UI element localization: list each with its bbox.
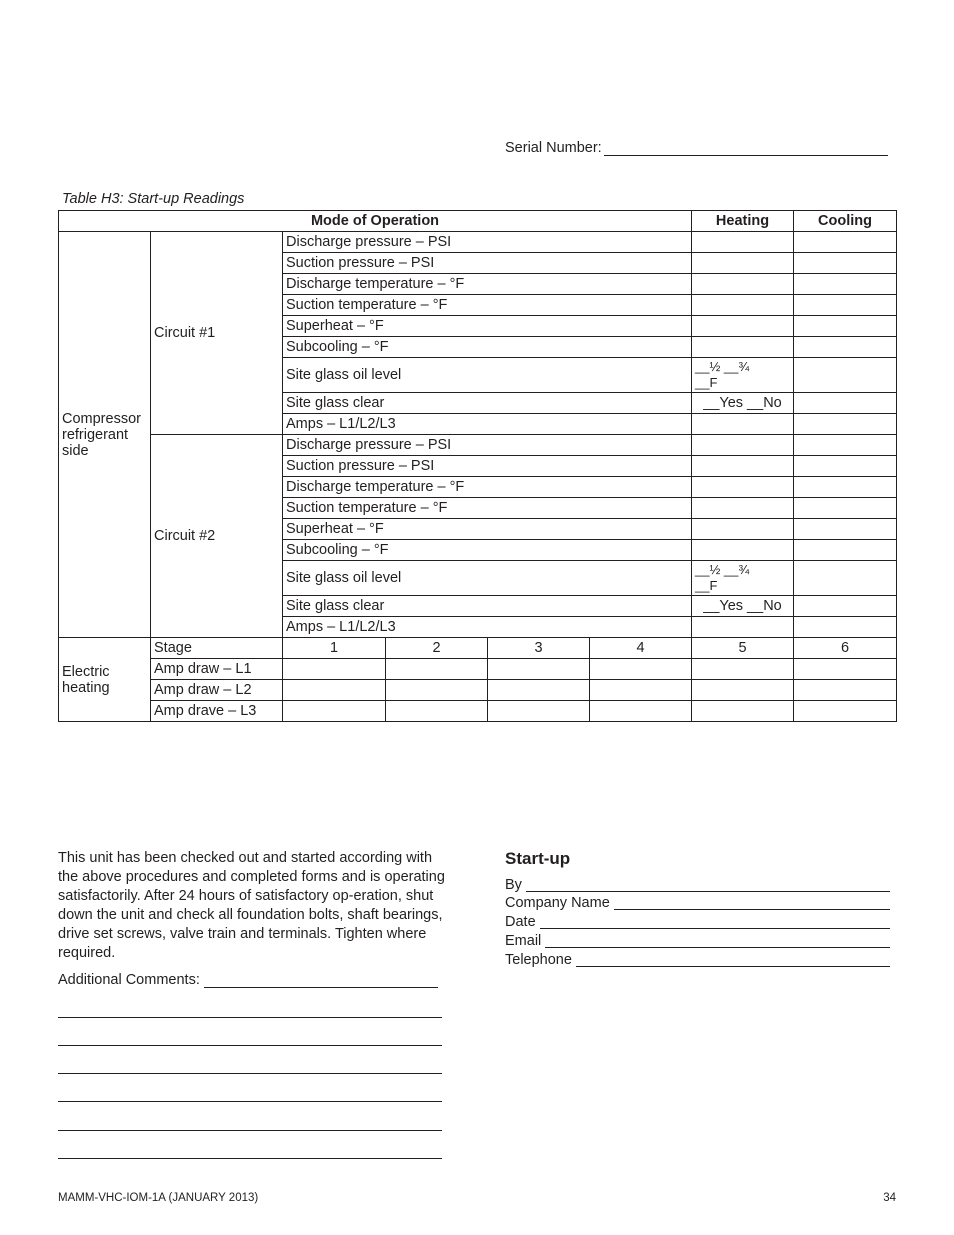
amp-cell[interactable] [794,659,897,680]
glass-clear-options[interactable]: __Yes __No [692,393,794,414]
header-heating: Heating [692,211,794,232]
amp-cell[interactable] [488,701,590,722]
stage-number: 4 [590,638,692,659]
table-row [59,659,897,680]
table-row [59,680,897,701]
header-mode-of-operation: Mode of Operation [59,211,692,232]
stage-label: Stage [151,638,283,659]
comment-line[interactable] [58,1158,442,1159]
stage-number: 3 [488,638,590,659]
comment-line[interactable] [58,1073,442,1074]
heating-cell[interactable] [692,477,794,498]
cooling-cell[interactable] [794,540,897,561]
table-row [59,232,897,253]
cooling-cell[interactable] [794,435,897,456]
reading-label: Suction pressure – PSI [283,253,692,274]
stage-number: 1 [283,638,386,659]
amp-cell[interactable] [794,680,897,701]
field-label: Email [505,933,542,949]
field-line[interactable] [576,951,890,967]
cooling-cell[interactable] [794,519,897,540]
amp-cell[interactable] [692,701,794,722]
cooling-cell[interactable] [794,393,897,414]
cooling-cell[interactable] [794,477,897,498]
amp-draw-label: Amp draw – L2 [151,680,283,701]
email-field[interactable] [505,932,890,951]
reading-label: Superheat – °F [283,316,692,337]
cooling-cell[interactable] [794,456,897,477]
reading-label: Site glass oil level [283,358,692,393]
circuit-2-label: Circuit #2 [151,435,283,638]
reading-label: Suction temperature – °F [283,295,692,316]
amp-cell[interactable] [488,680,590,701]
table-row [59,435,897,456]
cooling-cell[interactable] [794,498,897,519]
electric-heating-label: Electric heating [59,638,151,722]
amp-draw-label: Amp drave – L3 [151,701,283,722]
reading-label: Subcooling – °F [283,337,692,358]
checkout-paragraph: This unit has been checked out and started according with the above procedures and completed forms and is operating satisfactorily. After 24 hours of satisfactory op-eration, shut down the unit and check all foundation bolts, shaft bearings, drive set screws, valve train and terminals. Tighten where required. [58,850,445,961]
cooling-cell[interactable] [794,617,897,638]
reading-label: Superheat – °F [283,519,692,540]
serial-number-line[interactable] [604,139,888,156]
startup-readings-table [58,210,897,722]
comment-line[interactable] [58,1101,442,1102]
field-line[interactable] [540,913,890,929]
reading-label: Suction temperature – °F [283,498,692,519]
amp-cell[interactable] [590,659,692,680]
heating-cell[interactable] [692,232,794,253]
amp-cell[interactable] [386,680,488,701]
cooling-cell[interactable] [794,232,897,253]
reading-label: Discharge temperature – °F [283,274,692,295]
reading-label: Amps – L1/L2/L3 [283,617,692,638]
amp-cell[interactable] [692,680,794,701]
heating-cell[interactable] [692,316,794,337]
amp-cell[interactable] [590,680,692,701]
date-field[interactable] [505,913,890,932]
field-line[interactable] [526,876,890,892]
heating-cell[interactable] [692,540,794,561]
reading-label: Subcooling – °F [283,540,692,561]
amp-cell[interactable] [692,659,794,680]
field-label: Company Name [505,895,610,911]
heating-cell[interactable] [692,274,794,295]
amp-cell[interactable] [283,680,386,701]
field-label: By [505,877,522,893]
amp-cell[interactable] [283,701,386,722]
additional-comments-label: Additional Comments: [58,972,200,988]
reading-label: Discharge pressure – PSI [283,232,692,253]
cooling-cell[interactable] [794,253,897,274]
cooling-cell[interactable] [794,295,897,316]
field-label: Date [505,914,536,930]
compressor-refrigerant-label: Compressor refrigerant side [59,232,151,638]
reading-label: Discharge pressure – PSI [283,435,692,456]
startup-title: Start-up [505,849,571,868]
cooling-cell[interactable] [794,358,897,393]
amp-cell[interactable] [386,701,488,722]
reading-label: Site glass clear [283,393,692,414]
comment-line[interactable] [58,1017,442,1018]
reading-label: Suction pressure – PSI [283,456,692,477]
by-field[interactable] [505,876,890,895]
field-line[interactable] [545,932,890,948]
amp-cell[interactable] [590,701,692,722]
cooling-cell[interactable] [794,316,897,337]
reading-label: Discharge temperature – °F [283,477,692,498]
amp-cell[interactable] [794,701,897,722]
reading-label: Amps – L1/L2/L3 [283,414,692,435]
heating-cell[interactable] [692,617,794,638]
page-number: 34 [883,1192,896,1204]
cooling-cell[interactable] [794,274,897,295]
header-cooling: Cooling [794,211,897,232]
amp-cell[interactable] [386,659,488,680]
stage-number: 5 [692,638,794,659]
serial-number-label: Serial Number: [505,140,602,156]
comment-line[interactable] [58,1045,442,1046]
table-row [59,638,897,659]
heating-cell[interactable] [692,519,794,540]
comment-line[interactable] [204,971,438,988]
stage-number: 6 [794,638,897,659]
circuit-1-label: Circuit #1 [151,232,283,435]
field-label: Telephone [505,952,572,968]
amp-cell[interactable] [488,659,590,680]
amp-cell[interactable] [283,659,386,680]
company-name-field[interactable] [505,894,890,913]
amp-draw-label: Amp draw – L1 [151,659,283,680]
oil-level-options[interactable]: __½ __¾ __F [692,358,794,393]
heating-cell[interactable] [692,498,794,519]
heating-cell[interactable] [692,456,794,477]
serial-number-field[interactable] [505,139,888,156]
comment-line[interactable] [58,1130,442,1131]
additional-comments-field[interactable] [58,971,438,988]
table-header-row [59,211,897,232]
field-line[interactable] [614,894,890,910]
glass-clear-options[interactable]: __Yes __No [692,596,794,617]
heating-cell[interactable] [692,295,794,316]
table-caption: Table H3: Start-up Readings [62,191,245,207]
cooling-cell[interactable] [794,561,897,596]
table-row [59,701,897,722]
cooling-cell[interactable] [794,337,897,358]
cooling-cell[interactable] [794,596,897,617]
cooling-cell[interactable] [794,414,897,435]
reading-label: Site glass oil level [283,561,692,596]
stage-number: 2 [386,638,488,659]
reading-label: Site glass clear [283,596,692,617]
oil-level-options[interactable]: __½ __¾ __F [692,561,794,596]
heating-cell[interactable] [692,337,794,358]
heating-cell[interactable] [692,435,794,456]
heating-cell[interactable] [692,253,794,274]
telephone-field[interactable] [505,951,890,970]
heating-cell[interactable] [692,414,794,435]
document-id: MAMM-VHC-IOM-1A (JANUARY 2013) [58,1192,259,1204]
